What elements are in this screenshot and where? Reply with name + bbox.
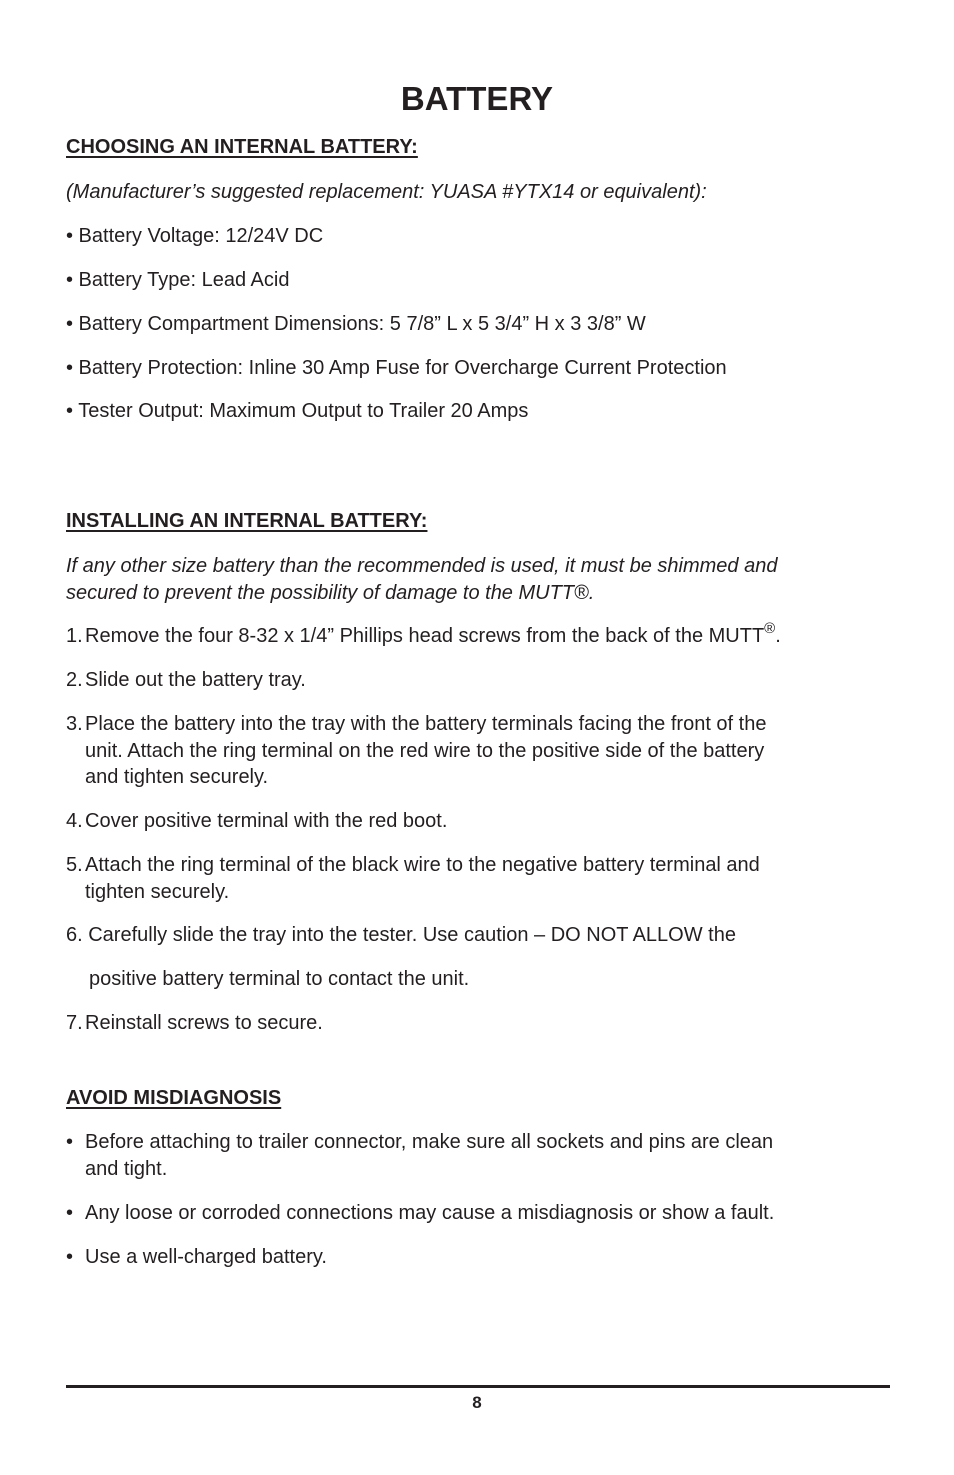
step-text-line1: Attach the ring terminal of the black wire to the negative battery terminal and bbox=[85, 854, 760, 876]
avoid-item-loose bbox=[66, 1200, 866, 1227]
install-step-6-line2: positive battery terminal to contact the unit. bbox=[89, 968, 470, 990]
avoid-text-line1: Before attaching to trailer connector, make sure all sockets and pins are clean bbox=[85, 1131, 774, 1153]
installing-note-line1: If any other size battery than the recommended is used, it must be shimmed and bbox=[66, 555, 778, 577]
choosing-heading: CHOOSING AN INTERNAL BATTERY: bbox=[66, 136, 418, 158]
step-number: 1. bbox=[66, 625, 83, 647]
avoid-heading: AVOID MISDIAGNOSIS bbox=[66, 1087, 282, 1109]
step-number: 7. bbox=[66, 1012, 83, 1034]
avoid-item-clean bbox=[66, 1129, 866, 1183]
spec-item-type: • Battery Type: Lead Acid bbox=[66, 269, 290, 291]
install-step-2 bbox=[66, 667, 866, 694]
step-number: 5. bbox=[66, 854, 83, 876]
step-text: Remove the four 8-32 x 1/4” Phillips head screws from the back of the MUTT®. bbox=[85, 620, 781, 647]
avoid-item-battery bbox=[66, 1244, 866, 1271]
avoid-text: Use a well-charged battery. bbox=[85, 1246, 327, 1268]
spec-item-protection: • Battery Protection: Inline 30 Amp Fuse for Overcharge Current Protection bbox=[66, 357, 727, 379]
bullet: • bbox=[66, 1131, 74, 1153]
step-number: 3. bbox=[66, 713, 83, 735]
install-step-1 bbox=[66, 620, 866, 650]
install-step-4 bbox=[66, 808, 866, 835]
spec-item-dimensions: • Battery Compartment Dimensions: 5 7/8” L x 5 3/4” H x 3 3/8” W bbox=[66, 313, 646, 335]
avoid-text: Any loose or corroded connections may cause a misdiagnosis or show a fault. bbox=[85, 1202, 775, 1224]
step-text-line2: unit. Attach the ring terminal on the red wire to the positive side of the battery bbox=[85, 739, 765, 762]
spec-item-output: • Tester Output: Maximum Output to Trailer 20 Amps bbox=[66, 400, 529, 422]
step-text-line3: and tighten securely. bbox=[85, 766, 269, 788]
spec-item-voltage: • Battery Voltage: 12/24V DC bbox=[66, 225, 324, 247]
registered-mark: ® bbox=[764, 620, 776, 637]
step-text: Cover positive terminal with the red boot. bbox=[85, 810, 448, 832]
avoid-text-line2: and tight. bbox=[85, 1157, 168, 1180]
installing-note-line2: secured to prevent the possibility of damage to the MUTT®. bbox=[66, 582, 595, 604]
install-step-7 bbox=[66, 1010, 866, 1037]
page-title: BATTERY bbox=[400, 80, 554, 117]
install-step-3 bbox=[66, 711, 866, 791]
installing-heading: INSTALLING AN INTERNAL BATTERY: bbox=[66, 510, 428, 532]
choosing-note: (Manufacturer’s suggested replacement: YUASA #YTX14 or equivalent): bbox=[66, 181, 707, 203]
footer-rule bbox=[66, 1385, 890, 1388]
step-text: Reinstall screws to secure. bbox=[85, 1012, 323, 1034]
step-text: Slide out the battery tray. bbox=[85, 669, 306, 691]
bullet: • bbox=[66, 1202, 74, 1224]
step-number: 2. bbox=[66, 669, 83, 691]
step-number: 4. bbox=[66, 810, 83, 832]
install-step-5 bbox=[66, 852, 866, 906]
page-number: 8 bbox=[472, 1393, 482, 1412]
bullet: • bbox=[66, 1246, 74, 1268]
install-step-6-line1: 6. Carefully slide the tray into the tester. Use caution – DO NOT ALLOW the bbox=[66, 924, 736, 946]
step-text-line2: tighten securely. bbox=[85, 880, 230, 903]
step-text-line1: Place the battery into the tray with the battery terminals facing the front of the bbox=[85, 713, 767, 735]
